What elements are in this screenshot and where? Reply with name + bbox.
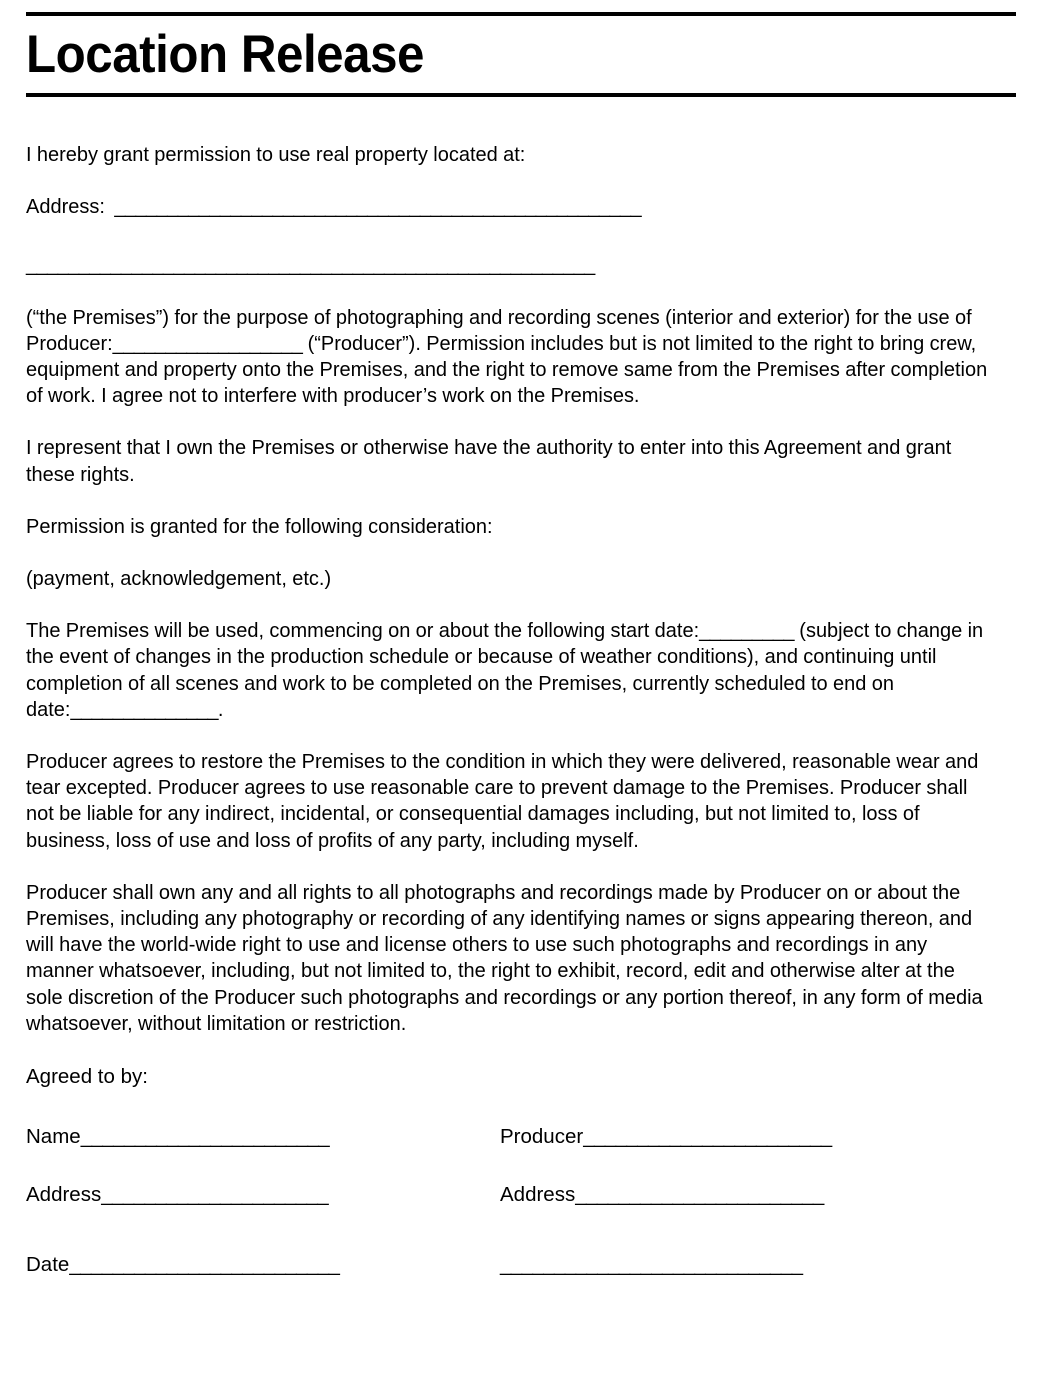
schedule-paragraph bbox=[26, 618, 989, 723]
premises-purpose-pre-text: (“the Premises”) for the purpose of photographing and recording scenes (interior and exterior) for the use of Producer: bbox=[26, 305, 972, 355]
restoration-text: Producer agrees to restore the Premises to the condition in which they were delivered, reasonable wear and tear excepted. Producer agrees to use reasonable care to prevent damage to the Premises. Producer shall not be liable for any indirect, incidental, or consequential damages including, but not limited to, loss of business, loss of use and loss of profits of any party, including myself. bbox=[26, 750, 979, 852]
premises-purpose-paragraph bbox=[26, 305, 989, 410]
representation-text: I represent that I own the Premises or otherwise have the authority to enter into this Agreement and grant these rights. bbox=[26, 436, 952, 486]
consideration-hint-text: (payment, acknowledgement, etc.) bbox=[26, 567, 332, 591]
date-blank[interactable]: _________________________ bbox=[69, 1252, 340, 1276]
address-blank-right[interactable]: _______________________ bbox=[575, 1183, 824, 1207]
end-date-blank[interactable]: ______________ bbox=[70, 697, 218, 721]
intro-paragraph bbox=[26, 142, 989, 168]
date-label: Date bbox=[26, 1252, 70, 1276]
date-field bbox=[26, 1252, 500, 1278]
schedule-pre-text: The Premises will be used, commencing on or about the following start date: bbox=[26, 619, 700, 643]
ownership-paragraph bbox=[26, 880, 989, 1037]
producer-blank[interactable]: _______________________ bbox=[583, 1125, 832, 1149]
title-rule-bottom bbox=[26, 93, 1016, 97]
ownership-text: Producer shall own any and all rights to all photographs and recordings made by Producer on or about the Premises, including any photography or recording of any identifying names or signs appearing thereon, and will have the world-wide right to use and license others to use such photographs and recordings in any manner whatsoever, including, but not limited to, the right to exhibit, record, edit and otherwise alter at the sole discretion of the Producer such photographs and recordings or any portion thereof, in any form of media whatsoever, without limitation or restriction. bbox=[26, 880, 983, 1035]
signature-row-address bbox=[26, 1182, 1014, 1208]
address-blank-1[interactable]: __________________________________________________ bbox=[104, 195, 641, 219]
consideration-heading-paragraph bbox=[26, 514, 989, 540]
restoration-paragraph bbox=[26, 749, 989, 854]
address-field-right bbox=[500, 1182, 1014, 1208]
schedule-mid-text: (subject to change in the event of changes in the production schedule or because of weather conditions), and continuing until completion of all scenes and work to be completed on the Premises, currently scheduled to end on date: bbox=[26, 619, 984, 721]
signature-blank-right[interactable]: ____________________________ bbox=[500, 1252, 803, 1276]
address-line-1 bbox=[26, 194, 989, 220]
address-blank-2[interactable]: ______________________________________________________ bbox=[26, 253, 595, 277]
signature-row-name bbox=[26, 1124, 1014, 1150]
address-label-right: Address bbox=[500, 1183, 576, 1207]
consideration-heading-text: Permission is granted for the following consideration: bbox=[26, 514, 493, 538]
schedule-post-text: . bbox=[217, 697, 224, 721]
name-blank[interactable]: _______________________ bbox=[80, 1125, 330, 1149]
consideration-hint-paragraph bbox=[26, 566, 989, 592]
agreed-to-by-text: Agreed to by: bbox=[26, 1065, 148, 1088]
intro-text: I hereby grant permission to use real property located at: bbox=[26, 143, 526, 166]
title-block bbox=[26, 12, 1016, 97]
signature-row-date bbox=[26, 1252, 1014, 1278]
name-field bbox=[26, 1124, 500, 1150]
address-field-left bbox=[26, 1182, 500, 1208]
producer-name-blank[interactable]: __________________ bbox=[112, 331, 303, 355]
representation-paragraph bbox=[26, 435, 989, 487]
name-label: Name bbox=[26, 1125, 81, 1149]
signature-field-right bbox=[500, 1252, 1014, 1278]
address-blank-left[interactable]: _____________________ bbox=[101, 1183, 329, 1207]
signature-block bbox=[26, 1064, 1014, 1310]
producer-field bbox=[500, 1124, 1014, 1150]
start-date-blank[interactable]: _________ bbox=[699, 619, 794, 643]
producer-label: Producer bbox=[500, 1125, 584, 1149]
page-title: Location Release bbox=[26, 25, 424, 84]
address-label-left: Address bbox=[26, 1183, 102, 1207]
address-line-2 bbox=[26, 252, 989, 278]
premises-purpose-post-text: (“Producer”). Permission includes but is not limited to the right to bring crew, equipment and property onto the Premises, and the right to remove same from the Premises after completion of work. I agree not to interfere with producer’s work on the Premises. bbox=[26, 331, 988, 408]
address-label: Address: bbox=[26, 195, 105, 219]
document-body bbox=[26, 142, 989, 1063]
agreed-to-by-heading bbox=[26, 1064, 1014, 1090]
